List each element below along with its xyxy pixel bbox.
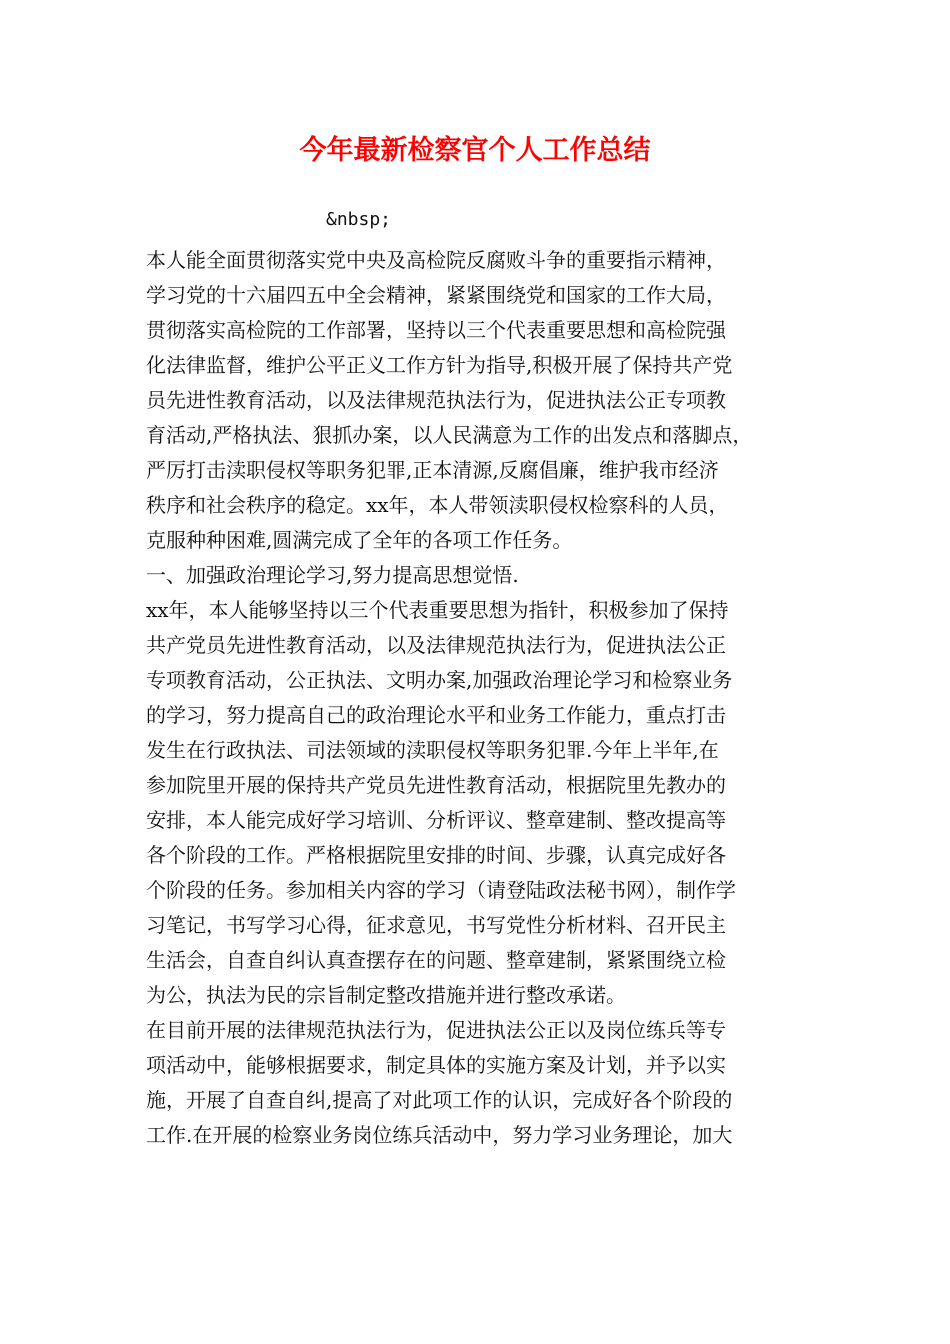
body-text-line: 贯彻落实高检院的工作部署，坚持以三个代表重要思想和高检院强 (146, 318, 726, 342)
body-text-line: 生活会，自查自纠认真查摆存在的问题、整章建制，紧紧围绕立检 (146, 948, 726, 972)
body-text-line: 克服种种困难,圆满完成了全年的各项工作任务。 (146, 528, 573, 552)
body-text-line: 习笔记，书写学习心得，征求意见，书写党性分析材料、召开民主 (146, 913, 726, 937)
body-text-line: 化法律监督，维护公平正义工作方针为指导,积极开展了保持共产党 (146, 353, 733, 377)
body-text-line: 的学习，努力提高自己的政治理论水平和业务工作能力，重点打击 (146, 703, 726, 727)
body-text-line: 施，开展了自查自纠,提高了对此项工作的认识，完成好各个阶段的 (146, 1088, 733, 1112)
body-text-line: 共产党员先进性教育活动，以及法律规范执法行为，促进执法公正 (146, 633, 726, 657)
body-text-line: 在目前开展的法律规范执法行为，促进执法公正以及岗位练兵等专 (146, 1018, 726, 1042)
document-body (146, 243, 806, 1153)
body-text-line: 秩序和社会秩序的稳定。xx年，本人带领渎职侵权检察科的人员， (146, 493, 729, 517)
body-text-line: 为公，执法为民的宗旨制定整改措施并进行整改承诺。 (146, 983, 626, 1007)
body-text-line: 各个阶段的工作。严格根据院里安排的时间、步骤，认真完成好各 (146, 843, 726, 867)
body-text-line: 学习党的十六届四五中全会精神，紧紧围绕党和国家的工作大局， (146, 283, 726, 307)
body-text-line: 专项教育活动，公正执法、文明办案,加强政治理论学习和检察业务 (146, 668, 733, 692)
body-text-line: 员先进性教育活动，以及法律规范执法行为，促进执法公正专项教 (146, 388, 726, 412)
body-text-line: 项活动中，能够根据要求，制定具体的实施方案及计划，并予以实 (146, 1053, 726, 1077)
body-text-line: 个阶段的任务。参加相关内容的学习（请登陆政法秘书网），制作学 (146, 878, 736, 902)
body-text-line: 发生在行政执法、司法领域的渎职侵权等职务犯罪.今年上半年,在 (146, 738, 719, 762)
body-text-line: 本人能全面贯彻落实党中央及高检院反腐败斗争的重要指示精神， (146, 248, 726, 272)
body-text-line: 严厉打击渎职侵权等职务犯罪,正本清源,反腐倡廉，维护我市经济 (146, 458, 719, 482)
body-text-line: 参加院里开展的保持共产党员先进性教育活动，根据院里先教办的 (146, 773, 726, 797)
body-text-line: 一、加强政治理论学习,努力提高思想觉悟. (146, 563, 519, 587)
entity-text-line: &nbsp; (326, 209, 392, 230)
body-text-line: xx年，本人能够坚持以三个代表重要思想为指针，积极参加了保持 (146, 598, 729, 622)
document-title: 今年最新检察官个人工作总结 (299, 135, 651, 166)
body-text-line: 育活动,严格执法、狠抓办案，以人民满意为工作的出发点和落脚点， (146, 423, 753, 447)
body-text-line: 工作.在开展的检察业务岗位练兵活动中，努力学习业务理论，加大 (146, 1123, 733, 1147)
body-text-line: 安排，本人能完成好学习培训、分析评议、整章建制、整改提高等 (146, 808, 726, 832)
